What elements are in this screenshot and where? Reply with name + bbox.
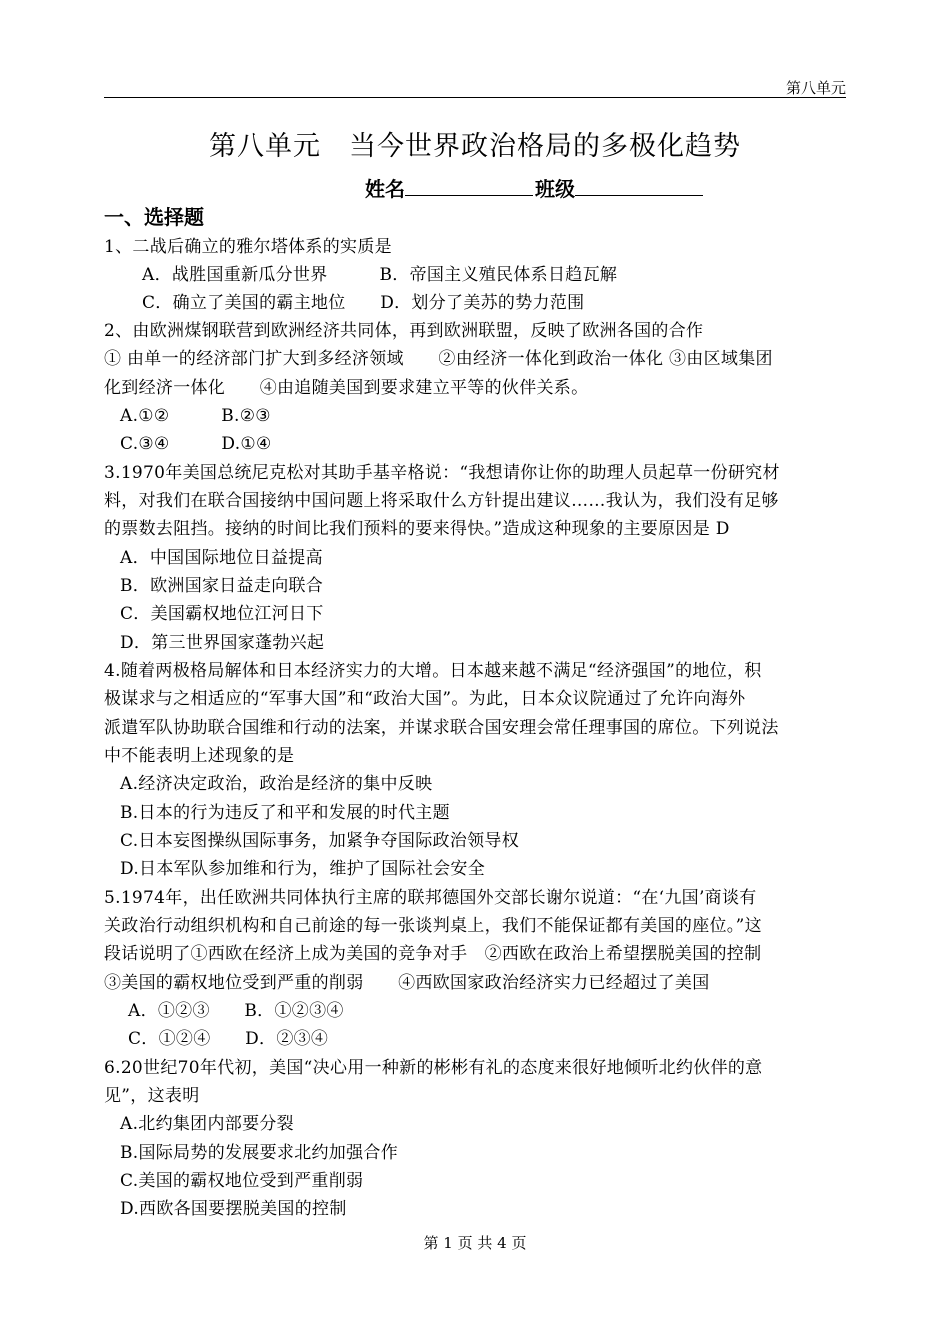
name-label: 姓名 — [365, 177, 405, 201]
text-line: 6.20世纪70年代初，美国“决心用一种新的彬彬有礼的态度来很好地倾听北约伙伴的意 — [104, 1058, 763, 1078]
text-line: 5.1974年，出任欧洲共同体执行主席的联邦德国外交部长谢尔说道：“在‘九国’商谈有 — [104, 888, 757, 908]
text-line: D．第三世界国家蓬勃兴起 — [120, 633, 325, 653]
text-line: 1、二战后确立的雅尔塔体系的实质是 — [104, 237, 392, 257]
section-heading: 一、选择题 — [104, 205, 204, 229]
text-line: B.国际局势的发展要求北约加强合作 — [120, 1143, 398, 1163]
class-label: 班级 — [535, 177, 575, 201]
text-line: C．①②④ D．②③④ — [128, 1029, 329, 1049]
text-line: A.北约集团内部要分裂 — [120, 1114, 294, 1134]
name-blank — [405, 175, 533, 196]
text-line: A．战胜国重新瓜分世界 B．帝国主义殖民体系日趋瓦解 — [142, 265, 618, 285]
text-line: 2、由欧洲煤钢联营到欧洲经济共同体，再到欧洲联盟，反映了欧洲各国的合作 — [104, 321, 704, 341]
page-footer: 第 1 页 共 4 页 — [423, 1234, 527, 1252]
text-line: D.西欧各国要摆脱美国的控制 — [120, 1199, 347, 1219]
student-info — [365, 173, 705, 202]
text-line: A.①② B.②③ — [120, 406, 271, 426]
text-line: C．美国霸权地位江河日下 — [120, 604, 324, 624]
text-line: A．中国国际地位日益提高 — [120, 548, 323, 568]
header-unit-label: 第八单元 — [785, 79, 846, 97]
text-line: ③美国的霸权地位受到严重的削弱 ④西欧国家政治经济实力已经超过了美国 — [104, 973, 710, 993]
text-line: 4.随着两极格局解体和日本经济实力的大增。日本越来越不满足“经济强国”的地位，积 — [104, 661, 762, 681]
text-line: C.③④ D.①④ — [120, 434, 272, 454]
text-line: 见”，这表明 — [104, 1086, 200, 1106]
text-line: 段话说明了①西欧在经济上成为美国的竞争对手 ②西欧在政治上希望摆脱美国的控制 — [104, 944, 762, 964]
text-line: A．①②③ B．①②③④ — [128, 1001, 344, 1021]
text-line: B．欧洲国家日益走向联合 — [120, 576, 324, 596]
text-line: 化到经济一体化 ④由追随美国到要求建立平等的伙伴关系。 — [104, 378, 589, 398]
text-line: 的票数去阻挡。接纳的时间比我们预料的要来得快。”造成这种现象的主要原因是 D — [104, 519, 730, 539]
text-line: D.日本军队参加维和行为，维护了国际社会安全 — [120, 859, 486, 879]
class-blank — [575, 175, 703, 196]
text-line: 3.1970年美国总统尼克松对其助手基辛格说：“我想请你让你的助理人员起草一份研究材 — [104, 463, 780, 483]
text-line: 极谋求与之相适应的“军事大国”和“政治大国”。为此，日本众议院通过了允许向海外 — [104, 689, 746, 709]
header-divider — [104, 97, 846, 98]
text-line: ① 由单一的经济部门扩大到多经济领域 ②由经济一体化到政治一体化 ③由区域集团 — [104, 349, 773, 369]
text-line: 派遣军队协助联合国维和行动的法案，并谋求联合国安理会常任理事国的席位。下列说法 — [104, 718, 779, 738]
text-line: C.日本妄图操纵国际事务，加紧争夺国际政治领导权 — [120, 831, 520, 851]
text-line: 中不能表明上述现象的是 — [104, 746, 295, 766]
text-line: A.经济决定政治，政治是经济的集中反映 — [120, 774, 433, 794]
text-line: C．确立了美国的霸主地位 D．划分了美苏的势力范围 — [142, 293, 585, 313]
text-line: 料，对我们在联合国接纳中国问题上将采取什么方针提出建议……我认为，我们没有足够 — [104, 491, 779, 511]
page-title: 第八单元 当今世界政治格局的多极化趋势 — [209, 131, 741, 162]
text-line: 关政治行动组织机构和自己前途的每一张谈判桌上，我们不能保证都有美国的座位。”这 — [104, 916, 762, 936]
text-line: B.日本的行为违反了和平和发展的时代主题 — [120, 803, 450, 823]
text-line: C.美国的霸权地位受到严重削弱 — [120, 1171, 364, 1191]
